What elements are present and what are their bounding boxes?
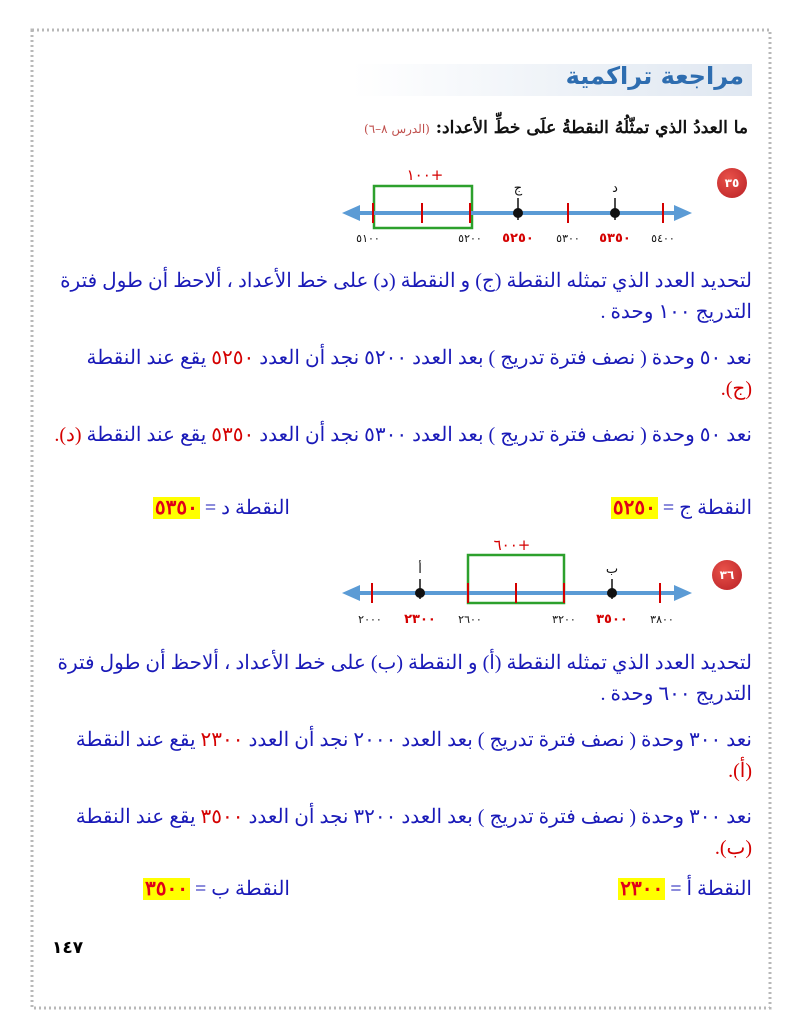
axis-arrow-left [342, 585, 360, 601]
result-value: ٥٢٥٠ [612, 497, 656, 519]
point-b-label: ب [605, 562, 619, 577]
text-segment: يقع عند النقطة [75, 729, 196, 751]
tick-label: ٥٤٠٠ [651, 232, 675, 245]
lesson-reference: (الدرس ٨–٦) [364, 122, 430, 136]
page-number: ١٤٧ [52, 938, 84, 958]
text-segment: نعد ٣٠٠ وحدة ( نصف فترة تدريج ) بعد العدد ٢٠٠٠ نجد أن العدد [248, 729, 752, 751]
number-line-36 [330, 535, 710, 625]
point-a-label: أ [418, 562, 422, 577]
result-d [153, 495, 290, 520]
tick-label: ٣٢٠٠ [552, 613, 576, 625]
text-segment: نعد ٥٠ وحدة ( نصف فترة تدريج ) بعد العدد ٥٣٠٠ نجد أن العدد [259, 424, 752, 446]
question-text [188, 118, 748, 138]
tick-label: ٣٨٠٠ [650, 613, 674, 625]
tick-label: ٥٣٠٠ [556, 232, 580, 245]
tick-label: ٥١٠٠ [356, 232, 380, 245]
highlight-number: ٥٣٥٠ [211, 424, 255, 446]
result-a [618, 876, 752, 901]
highlight-number: ٢٣٠٠ [200, 729, 244, 751]
number-line-35 [330, 160, 710, 250]
point-c-label: ج [513, 181, 523, 196]
axis-arrow-left [342, 205, 360, 221]
tick-label: ٢٠٠٠ [358, 613, 382, 625]
tick-label: ٢٣٠٠ [404, 612, 436, 625]
text-segment: نعد ٥٠ وحدة ( نصف فترة تدريج ) بعد العدد ٥٢٠٠ نجد أن العدد [259, 347, 752, 369]
text-segment: يقع عند النقطة [86, 424, 207, 446]
paragraph-36-1: لتحديد العدد الذي تمثله النقطة (أ) و النقطة (ب) على خط الأعداد ، ألاحظ أن طول فترة التدريج ٦٠٠ وحدة . [57, 652, 752, 705]
result-value: ٢٣٠٠ [620, 878, 664, 900]
highlight-number: ٥٢٥٠ [211, 347, 255, 369]
result-label: النقطة ج = [662, 497, 752, 519]
section-title: مراجعة تراكمية [565, 62, 744, 90]
highlight-number: ٣٥٠٠ [200, 806, 244, 828]
paragraph-36-3 [52, 802, 752, 864]
axis-arrow-right [674, 585, 692, 601]
text-segment: يقع عند النقطة [86, 347, 207, 369]
result-b [143, 876, 290, 901]
tick-label: ٥٣٥٠ [599, 231, 631, 246]
point-reference: (ج). [720, 378, 752, 400]
result-value: ٥٣٥٠ [154, 497, 198, 519]
paragraph-36-2 [52, 725, 752, 787]
point-reference: (ب). [714, 837, 752, 859]
paragraph-35-2 [52, 343, 752, 405]
result-label: النقطة ب = [194, 878, 290, 900]
tick-label: ٣٥٠٠ [596, 612, 628, 625]
point-reference: (د). [54, 424, 82, 446]
text-segment: نعد ٣٠٠ وحدة ( نصف فترة تدريج ) بعد العدد ٣٢٠٠ نجد أن العدد [248, 806, 752, 828]
result-label: النقطة أ = [670, 878, 752, 900]
result-c [611, 495, 752, 520]
paragraph-35-1: لتحديد العدد الذي تمثله النقطة (ج) و النقطة (د) على خط الأعداد ، ألاحظ أن طول فترة التدريج ١٠٠ وحدة . [60, 270, 752, 323]
result-label: النقطة د = [204, 497, 290, 519]
interval-label: ١٠٠+ [406, 166, 444, 184]
question-main: ما العددُ الذي تمثّلُهُ النقطةُ علَى خطِّ الأعداد: [435, 118, 748, 138]
tick-label: ٥٢٠٠ [458, 232, 482, 245]
interval-label: ٦٠٠+ [493, 536, 531, 554]
result-value: ٣٥٠٠ [144, 878, 188, 900]
text-segment: يقع عند النقطة [75, 806, 196, 828]
problem-number-badge: ٣٥ [717, 168, 747, 198]
problem-number-badge: ٣٦ [712, 560, 742, 590]
axis-arrow-right [674, 205, 692, 221]
tick-label: ٢٦٠٠ [458, 613, 482, 625]
tick-label: ٥٢٥٠ [502, 231, 534, 246]
paragraph-35-3 [52, 420, 752, 451]
point-reference: (أ). [728, 760, 752, 782]
point-d-label: د [612, 181, 618, 196]
